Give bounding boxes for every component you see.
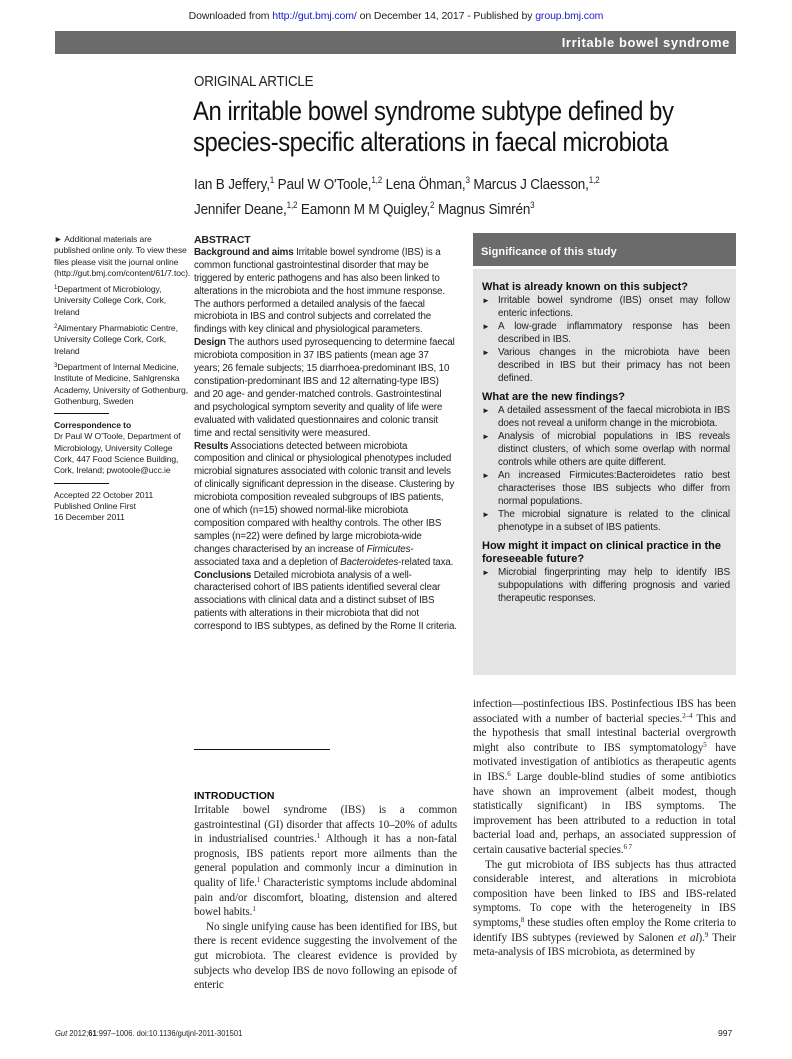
article-type: ORIGINAL ARTICLE xyxy=(194,74,314,90)
background-heading: Background and aims xyxy=(194,246,294,258)
paragraph xyxy=(194,803,457,920)
abstract-background xyxy=(194,247,457,337)
abstract xyxy=(194,234,457,634)
author-name: Paul W O'Toole, xyxy=(277,176,372,193)
citation-pages-doi: :997–1006. doi:10.1136/gutjnl-2011-301501 xyxy=(96,1028,243,1038)
author-affiliation-number: 3 xyxy=(465,175,470,185)
abstract-heading: ABSTRACT xyxy=(194,234,251,246)
author xyxy=(473,176,599,193)
author-affiliation-number: 2 xyxy=(430,200,435,210)
affiliation xyxy=(54,283,188,318)
significance-item-text: A low-grade inflammatory response has been described in IBS. xyxy=(498,321,730,345)
article-title: An irritable bowel syndrome subtype defined by species-specific alterations in faecal microbiota xyxy=(193,96,674,157)
citation-reference: 1 xyxy=(252,905,256,914)
significance-item-text: An increased Firmicutes:Bacteroidetes ratio best characterises those IBS subjects who differ from normal populations. xyxy=(498,470,730,507)
author xyxy=(194,176,274,193)
significance-item xyxy=(482,404,730,430)
results-text: -related taxa. xyxy=(398,556,454,568)
citation-reference: 5 xyxy=(703,740,707,749)
text-run: infection—postinfectious IBS. Postinfectious IBS has been associated with a number of bacterial species. xyxy=(473,698,736,725)
significance-item xyxy=(482,294,730,320)
paragraph xyxy=(473,858,736,960)
significance-question: How might it impact on clinical practice in the foreseeable future? xyxy=(482,540,721,565)
text-run: Large double-blind studies of some antibiotics have shown an improvement (albeit modest, though statistically significant) in IBS symptoms. The improvement has been attributed to a reduction in total bacterial load and, perhaps, an associated suppression of certain causative bacterial species. xyxy=(473,770,736,856)
author xyxy=(438,201,535,218)
text-run: these studies often employ the Rome criteria to identify IBS subtypes (reviewed by Salonen xyxy=(473,916,736,944)
paragraph xyxy=(473,697,736,858)
citation-reference: 2–4 xyxy=(682,711,693,720)
significance-box xyxy=(473,233,736,675)
triangle-bullet-icon: ► xyxy=(482,322,490,331)
author-affiliation-number: 1,2 xyxy=(588,175,600,185)
significance-item xyxy=(482,566,730,605)
paragraph: No single unifying cause has been identified for IBS, but there is recent evidence suggesting the involvement of the gut microbiota. The clearest evidence is provided by subjects who develop IBS de novo following an episode of enteric xyxy=(194,920,457,992)
divider xyxy=(54,483,109,484)
affiliation-number: 1 xyxy=(54,285,58,292)
author xyxy=(301,201,434,218)
citation-reference: 8 xyxy=(520,915,525,924)
correspondence xyxy=(54,420,188,476)
correspondence-text: Dr Paul W O'Toole, Department of Microbiology, University College Cork, 447 Food Science Building, Cork, Ireland; pwotoole@ucc.ie xyxy=(54,431,181,476)
triangle-bullet-icon: ► xyxy=(482,348,490,357)
journal-url-link[interactable]: http://gut.bmj.com/ xyxy=(272,10,357,22)
significance-item-text: Irritable bowel syndrome (IBS) onset may follow enteric infections. xyxy=(498,295,730,319)
triangle-bullet-icon: ► xyxy=(482,406,490,415)
italic-run: et al xyxy=(677,931,699,944)
affiliation-text: Department of Microbiology, University College Cork, Cork, Ireland xyxy=(54,284,167,317)
significance-question: What are the new findings? xyxy=(482,391,626,403)
affiliation xyxy=(54,322,188,357)
affiliation-text: Department of Internal Medicine, Institute of Medicine, Sahlgrenska Academy, University of Gothenburg, Gothenburg, Sweden xyxy=(54,361,189,406)
accepted-date: Accepted 22 October 2011 xyxy=(54,489,154,500)
publisher-link[interactable]: group.bmj.com xyxy=(535,10,604,22)
design-heading: Design xyxy=(194,337,226,349)
citation-reference: 1 xyxy=(256,875,261,884)
author xyxy=(386,176,470,193)
author-name: Magnus Simrén xyxy=(437,201,531,218)
author-affiliation-number: 3 xyxy=(530,200,535,210)
author-affiliation-number: 1,2 xyxy=(286,200,298,210)
triangle-bullet-icon: ► xyxy=(54,234,63,244)
citation-reference: 9 xyxy=(704,930,709,939)
footer-citation xyxy=(55,1028,242,1038)
author-name: Eamonn M M Quigley, xyxy=(300,201,431,218)
taxon-name: Bacteroidetes xyxy=(340,556,399,568)
triangle-bullet-icon: ► xyxy=(482,471,490,480)
citation-reference: 1 xyxy=(316,832,321,841)
text-run: Characteristic symptoms include abdominal pain and/or discomfort, bloating, distension and altered bowel habits. xyxy=(194,876,458,919)
text-run: The gut microbiota of IBS subjects has thus attracted considerable interest, and alterations in microbiota composition have been linked to IBS and IBS-related symptoms. To cope with the heterogeneity in IBS symptoms, xyxy=(473,858,736,929)
author-name: Jennifer Deane, xyxy=(194,201,287,218)
significance-item xyxy=(482,320,730,346)
background-text: Irritable bowel syndrome (IBS) is a common functional gastrointestinal disorder that may be triggered by enteric pathogens and has also been linked to alterations in the microbiota and the host immune response. The authors performed a detailed analysis of the faecal microbiota in IBS and control subjects and correlated the findings with key clinical and physiological parameters. xyxy=(194,246,445,336)
significance-item xyxy=(482,346,730,385)
significance-item xyxy=(482,469,730,508)
citation-year: 2012; xyxy=(67,1028,89,1038)
significance-item-text: The microbial signature is related to the clinical phenotype in a subset of IBS patients. xyxy=(498,509,730,533)
author-affiliation-number: 1,2 xyxy=(371,175,383,185)
significance-item xyxy=(482,430,730,469)
taxon-name: Firmicutes xyxy=(366,543,411,555)
triangle-bullet-icon: ► xyxy=(482,510,490,519)
citation-volume: 61 xyxy=(88,1028,97,1038)
download-middle: on December 14, 2017 - Published by xyxy=(356,10,536,22)
introduction-heading: INTRODUCTION xyxy=(194,790,275,802)
text-run: Irritable bowel syndrome (IBS) is a common gastrointestinal (GI) disorder that affects 10–20% of adults in industrialised countries. xyxy=(194,804,457,846)
affiliation-text: Alimentary Pharmabiotic Centre, University College Cork, Cork, Ireland xyxy=(54,323,178,356)
journal-name: Gut xyxy=(55,1028,68,1038)
significance-list xyxy=(482,294,730,385)
significance-list xyxy=(482,404,730,534)
abstract-divider xyxy=(194,749,330,750)
results-text: -associated taxa and a depletion of xyxy=(194,543,414,568)
text-run: ). xyxy=(698,931,705,944)
significance-title: Significance of this study xyxy=(473,233,736,269)
author-affiliation-number: 1 xyxy=(269,175,275,185)
triangle-bullet-icon: ► xyxy=(482,432,490,441)
introduction-text xyxy=(194,803,457,993)
author-name: Lena Öhman, xyxy=(385,176,466,193)
section-label: Irritable bowel syndrome xyxy=(561,35,730,50)
abstract-conclusions xyxy=(194,570,457,635)
page-number: 997 xyxy=(718,1028,733,1038)
download-prefix: Downloaded from xyxy=(188,10,273,22)
significance-item-text: Various changes in the microbiota have been described in IBS but their primacy has not been defined. xyxy=(498,347,730,384)
published-online-label: Published Online First xyxy=(54,500,136,511)
author-name: Ian B Jeffery, xyxy=(194,176,270,193)
results-text: Associations detected between microbiota composition and clinical or physiological phenotypes included microbial signatures associated with colonic transit and levels of clinically significant depression in the disease. Clustering by microbiota composition revealed subgroups of IBS patients, one of which (n=15) showed normal-like microbiota composition compared with healthy controls. The other IBS samples (n=22) were defined by large microbiota-wide changes characterised by an increase of xyxy=(194,440,455,555)
significance-item-text: Analysis of microbial populations in IBS reveals distinct clusters, of which some overlap with normal controls while others are quite different. xyxy=(498,431,730,468)
additional-materials-text: Additional materials are published online only. To view these files please visit the journal online (http://gut.bmj.com/content/61/7.toc). xyxy=(54,234,191,278)
author xyxy=(194,201,297,218)
conclusions-heading: Conclusions xyxy=(194,569,252,581)
author-name: Marcus J Claesson, xyxy=(473,176,589,193)
citation-reference: 6 xyxy=(507,769,511,778)
triangle-bullet-icon: ► xyxy=(482,568,490,577)
significance-item-text: Microbial fingerprinting may help to identify IBS subpopulations with differing prognosis and varied therapeutic responses. xyxy=(498,567,730,604)
text-run: This and the hypothesis that small intestinal bacterial overgrowth might also contribute to IBS symptomatology xyxy=(473,712,736,754)
affiliation-number: 2 xyxy=(54,324,58,331)
download-notice xyxy=(0,10,792,22)
published-date: 16 December 2011 xyxy=(54,512,125,523)
correspondence-heading: Correspondence to xyxy=(54,420,132,431)
abstract-design xyxy=(194,337,457,440)
divider xyxy=(54,413,109,414)
triangle-bullet-icon: ► xyxy=(482,296,490,305)
affiliation xyxy=(54,361,188,407)
significance-item-text: A detailed assessment of the faecal microbiota in IBS does not reveal a uniform change in the microbiota. xyxy=(498,405,730,429)
text-run: Their meta-analysis of IBS microbiota, as determined by xyxy=(473,931,736,959)
affiliation-number: 3 xyxy=(54,362,58,369)
significance-list xyxy=(482,566,730,605)
text-run: Although it has a non-fatal prognosis, IBS patients report more ailments than the general population and commonly incur a diminution in quality of life. xyxy=(194,833,457,889)
sidebar xyxy=(54,234,191,528)
author xyxy=(278,176,382,193)
section-header-bar xyxy=(55,31,736,54)
abstract-results xyxy=(194,441,457,570)
text-run: have motivated investigation of antibiotics as therapeutic agents in IBS. xyxy=(473,741,737,783)
publication-dates xyxy=(54,490,188,524)
additional-materials-note xyxy=(54,234,191,279)
significance-question: What is already known on this subject? xyxy=(482,281,688,293)
design-text: The authors used pyrosequencing to determine faecal microbiota composition in 37 IBS patients (mean age 37 years; 26 female subjects; 15 diarrhoea-predominant IBS, 10 constipation-predominant IBS and 12 alternating-type IBS) and 20 age- and gender-matched controls. Gastrointestinal and psychological symptom severity and quality of life were evaluated with validated questionnaires and colonic transit time and rectal sensitivity were measured. xyxy=(194,337,455,439)
conclusions-text: Detailed microbiota analysis of a well-characterised cohort of IBS patients identified several clear associations with clinical data and a distinct subset of IBS patients with alterations in their microbiota that did not correspond to IBS subtypes, as defined by the Rome II criteria. xyxy=(194,569,457,633)
results-heading: Results xyxy=(194,440,229,452)
significance-body xyxy=(473,269,736,605)
significance-item xyxy=(482,508,730,534)
body-text-right xyxy=(473,697,736,960)
author-list xyxy=(194,170,698,220)
citation-reference: 6 7 xyxy=(623,842,632,851)
